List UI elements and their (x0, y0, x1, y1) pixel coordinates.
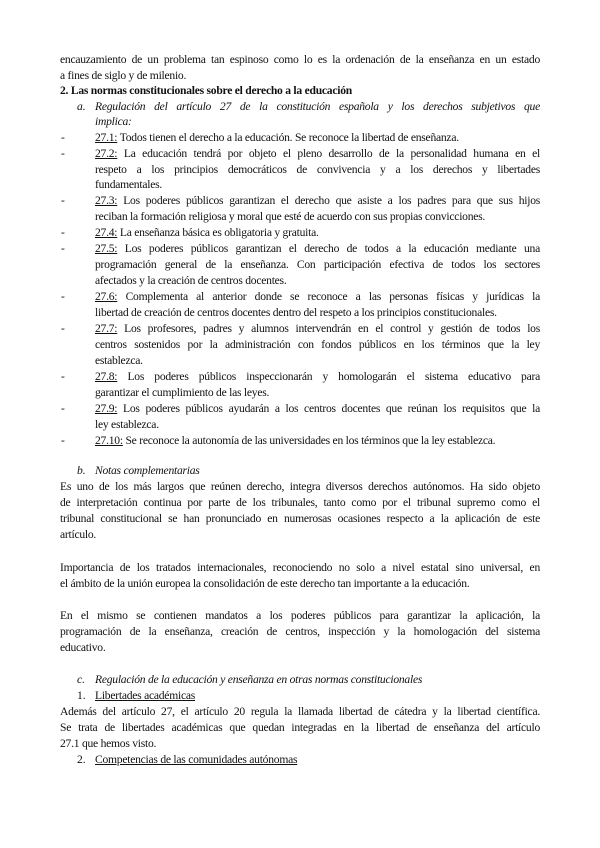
article-text: Los profesores, padres y alumnos intervendrán en el control y gestión de todos los (117, 322, 540, 335)
numbered-heading: Libertades académicas (95, 689, 195, 702)
article-ref: 27.10: (95, 434, 123, 447)
article-item (95, 130, 459, 145)
article-text: libertad de creación de centros docentes dentro del respeto a los principios constitucionales. (95, 306, 497, 319)
article-text: Los poderes públicos garantizan el derecho que asiste a los padres para que sus hijos (117, 194, 540, 207)
paragraph-line: de interpretación continua por parte de los tribunales, tanto como por el tribunal supremo como el (60, 496, 540, 509)
article-text: Se reconoce la autonomía de las universidades en los términos que la ley establezca. (122, 434, 496, 447)
subheading-b: Notas complementarias (95, 464, 200, 477)
bullet-dash: - (61, 226, 65, 239)
article-ref: 27.6: (95, 290, 118, 303)
article-text: Todos tienen el derecho a la educación. Se reconoce la libertad de enseñanza. (117, 131, 459, 144)
article-text: establezca. (95, 354, 143, 367)
bullet-dash: - (61, 402, 65, 415)
paragraph-line: Se trata de libertades académicas que quedan integradas en la libertad de enseñanza del artículo (60, 721, 540, 734)
article-ref: 27.2: (95, 147, 118, 160)
article-item (95, 289, 540, 304)
article-text: fundamentales. (95, 178, 163, 191)
article-ref: 27.3: (95, 194, 118, 207)
article-text: centros sostenidos por la administración con fondos públicos en los términos que la ley (95, 338, 540, 351)
list-marker: a. (77, 100, 86, 113)
article-item (95, 146, 540, 161)
article-text: La educación tendrá por objeto el pleno desarrollo de la personalidad humana en el (117, 147, 540, 160)
paragraph-line: educativo. (60, 641, 106, 654)
article-text: Complementa al anterior donde se reconoce a las personas físicas y jurídicas la (117, 290, 540, 303)
article-text: respeto a los principios democráticos de convivencia y a los derechos y libertades (95, 163, 540, 176)
article-ref: 27.1: (95, 131, 118, 144)
article-text: garantizar el cumplimiento de las leyes. (95, 386, 270, 399)
numbered-heading: Competencias de las comunidades autónomas (95, 753, 298, 766)
bullet-dash: - (61, 434, 65, 447)
article-ref: 27.9: (95, 402, 118, 415)
bullet-dash: - (61, 131, 65, 144)
article-item (95, 225, 319, 240)
article-text: programación general de la enseñanza. Con participación efectiva de todos los sectores (95, 258, 540, 271)
article-ref: 27.4: (95, 226, 118, 239)
paragraph-line: el ámbito de la unión europea la consolidación de este derecho tan importante a la educación. (60, 577, 470, 590)
intro-line: encauzamiento de un problema tan espinoso como lo es la ordenación de la enseñanza en un estado (60, 53, 540, 66)
intro-line: a fines de siglo y de milenio. (60, 69, 187, 82)
article-item (95, 241, 540, 256)
article-ref: 27.8: (95, 370, 118, 383)
article-item (95, 321, 540, 336)
article-text: Los poderes públicos ayudarán a los centros docentes que reúnan los requisitos que la (117, 402, 540, 415)
paragraph-line: 27.1 que hemos visto. (60, 737, 157, 750)
section-heading: 2. Las normas constitucionales sobre el derecho a la educación (60, 84, 352, 97)
paragraph-line: Además del artículo 27, el artículo 20 regula la llamada libertad de cátedra y la libertad científica. (60, 705, 540, 718)
article-item (95, 193, 540, 208)
paragraph-line: Importancia de los tratados internacionales, reconociendo no solo a nivel estatal sino universal, en (60, 561, 540, 574)
list-marker: c. (77, 673, 86, 686)
article-text: Los poderes públicos garantizan el derecho de todos a la educación mediante una (117, 242, 540, 255)
bullet-dash: - (61, 194, 65, 207)
article-ref: 27.7: (95, 322, 118, 335)
article-text: reciban la formación religiosa y moral que esté de acuerdo con sus propias convicciones. (95, 210, 486, 223)
bullet-dash: - (61, 290, 65, 303)
article-text: La enseñanza básica es obligatoria y gratuita. (117, 226, 319, 239)
bullet-dash: - (61, 370, 65, 383)
article-text: ley establezca. (95, 418, 159, 431)
list-marker: b. (77, 464, 86, 477)
bullet-dash: - (61, 242, 65, 255)
list-marker: 1. (77, 689, 86, 702)
paragraph-line: Es uno de los más largos que reúnen derecho, integra diversos derechos autónomos. Ha sido objeto (60, 480, 540, 493)
article-item (95, 401, 540, 416)
paragraph-line: tribunal constitucional se han pronunciado en numerosas ocasiones respecto a la aplicación de este (60, 512, 540, 525)
list-marker: 2. (77, 753, 86, 766)
paragraph-line: En el mismo se contienen mandatos a los poderes públicos para garantizar la aplicación, la (60, 609, 540, 622)
article-item (95, 369, 540, 384)
subheading-a: Regulación del artículo 27 de la constitución española y los derechos subjetivos que (95, 100, 540, 113)
subheading-c: Regulación de la educación y enseñanza en otras normas constitucionales (95, 673, 423, 686)
subheading-a: implica: (95, 115, 132, 128)
paragraph-line: programación de la enseñanza, creación de centros, inspección y la homologación del sistema (60, 625, 540, 638)
article-text: afectados y la creación de centros docentes. (95, 274, 287, 287)
bullet-dash: - (61, 322, 65, 335)
article-ref: 27.5: (95, 242, 118, 255)
article-text: Los poderes públicos inspeccionarán y homologarán el sistema educativo para (117, 370, 540, 383)
bullet-dash: - (61, 147, 65, 160)
article-item (95, 433, 495, 448)
paragraph-line: artículo. (60, 528, 97, 541)
